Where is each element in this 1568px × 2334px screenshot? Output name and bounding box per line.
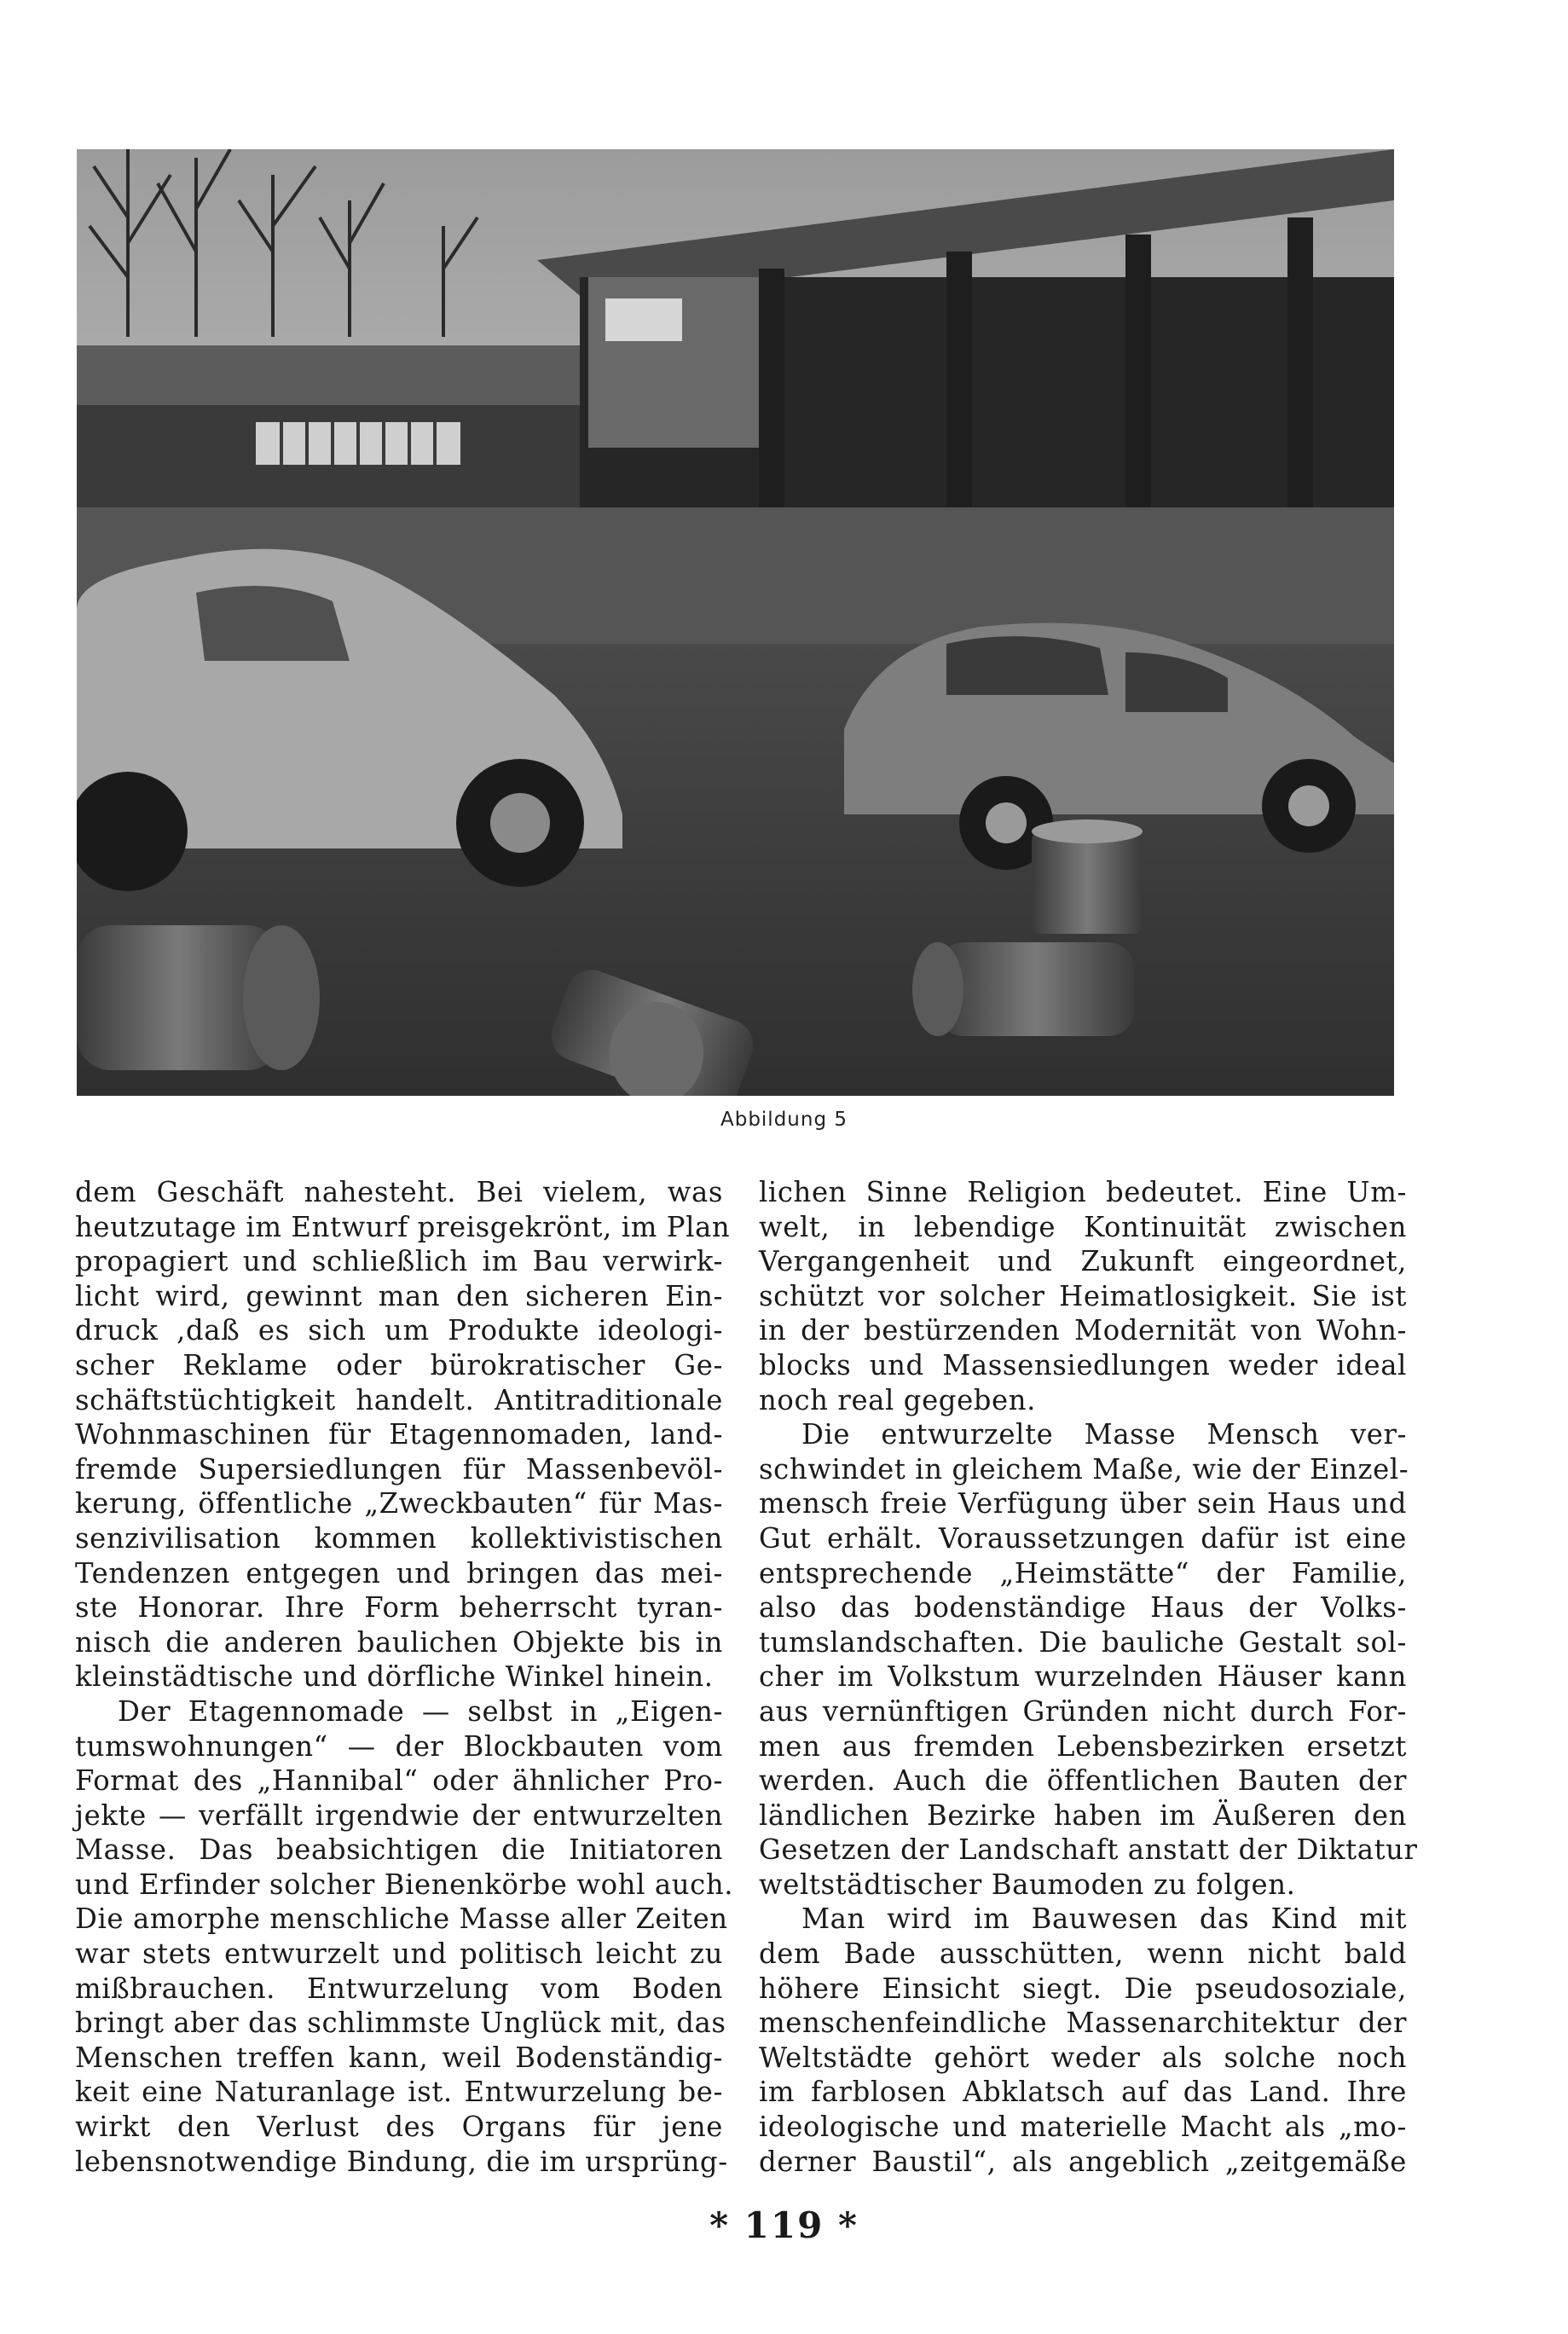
text-line: Menschen treffen kann, weil Bodenständig- xyxy=(75,2041,723,2074)
text-line: mensch freie Verfügung über sein Haus und xyxy=(759,1487,1407,1520)
page-number: * 119 * xyxy=(709,2204,859,2246)
text-line: bringt aber das schlimmste Unglück mit, das xyxy=(75,2007,726,2040)
text-line: entsprechende „Heimstätte“ der Familie, xyxy=(759,1556,1407,1590)
text-line: Gut erhält. Voraussetzungen dafür ist eine xyxy=(759,1521,1407,1555)
text-line: derner Baustil“, als angeblich „zeitgemäße xyxy=(759,2145,1407,2178)
text-line: welt, in lebendige Kontinuität zwischen xyxy=(759,1210,1407,1243)
text-line: mißbrauchen. Entwurzelung vom Boden xyxy=(75,1972,723,2005)
text-line: propagiert und schließlich im Bau verwirk- xyxy=(75,1245,723,1278)
text-line: Format des „Hannibal“ oder ähnlicher Pro- xyxy=(75,1764,723,1798)
text-line: Die entwurzelte Masse Mensch ver- xyxy=(801,1418,1407,1451)
text-line: schäftstüchtigkeit handelt. Antitraditionale xyxy=(75,1383,723,1416)
text-line: war stets entwurzelt und politisch leicht zu xyxy=(75,1937,723,1971)
text-line: schwindet in gleichem Maße, wie der Einzel- xyxy=(759,1452,1409,1486)
text-line: blocks und Massensiedlungen weder ideal xyxy=(759,1348,1407,1381)
text-line: licht wird, gewinnt man den sicheren Ein- xyxy=(75,1279,723,1312)
text-line: dem Bade ausschütten, wenn nicht bald xyxy=(759,1937,1407,1971)
text-column-left xyxy=(75,1175,734,2179)
text-line: noch real gegeben. xyxy=(759,1383,1037,1416)
text-column-right xyxy=(759,1175,1418,2179)
text-line: heutzutage im Entwurf preisgekrönt, im Plan xyxy=(75,1210,731,1243)
text-line: fremde Supersiedlungen für Massenbevöl- xyxy=(75,1452,723,1486)
text-line: in der bestürzenden Modernität von Wohn- xyxy=(759,1314,1407,1347)
text-line: jekte — verfällt irgendwie der entwurzelten xyxy=(75,1798,723,1832)
text-line: Masse. Das beabsichtigen die Initiatoren xyxy=(75,1833,723,1867)
text-line: Man wird im Bauwesen das Kind mit xyxy=(801,1903,1407,1936)
text-line: ländlichen Bezirke haben im Äußeren den xyxy=(759,1798,1407,1832)
text-line: nisch die anderen baulichen Objekte bis in xyxy=(75,1625,723,1659)
text-line: und Erfinder solcher Bienenkörbe wohl auch. xyxy=(75,1868,734,1901)
text-line: aus vernünftigen Gründen nicht durch For- xyxy=(759,1694,1407,1728)
text-line: Gesetzen der Landschaft anstatt der Diktatur xyxy=(759,1833,1418,1867)
text-line: Der Etagennomade — selbst in „Eigen- xyxy=(118,1694,723,1728)
photograph xyxy=(77,149,1394,1096)
text-line: also das bodenständige Haus der Volks- xyxy=(759,1591,1407,1625)
figure-caption: Abbildung 5 xyxy=(720,1109,848,1131)
text-line: tumswohnungen“ — der Blockbauten vom xyxy=(75,1729,723,1763)
text-line: weltstädtischer Baumoden zu folgen. xyxy=(759,1868,1296,1901)
text-line: kleinstädtische und dörfliche Winkel hinein. xyxy=(75,1660,714,1694)
text-line: Wohnmaschinen für Etagennomaden, land- xyxy=(75,1418,723,1451)
farmyard-photo xyxy=(77,149,1394,1096)
text-line: men aus fremden Lebensbezirken ersetzt xyxy=(759,1729,1407,1763)
text-line: lichen Sinne Religion bedeutet. Eine Um- xyxy=(759,1176,1407,1208)
text-line: senzivilisation kommen kollektivistischen xyxy=(75,1521,723,1555)
text-line: keit eine Naturanlage ist. Entwurzelung be- xyxy=(75,2076,723,2109)
text-line: scher Reklame oder bürokratischer Ge- xyxy=(75,1348,723,1381)
text-line: wirkt den Verlust des Organs für jene xyxy=(75,2111,723,2144)
text-line: dem Geschäft nahesteht. Bei vielem, was xyxy=(75,1176,723,1208)
text-line: menschenfeindliche Massenarchitektur der xyxy=(759,2007,1407,2040)
text-line: Vergangenheit und Zukunft eingeordnet, xyxy=(759,1245,1407,1278)
text-line: Weltstädte gehört weder als solche noch xyxy=(759,2041,1407,2074)
text-line: werden. Auch die öffentlichen Bauten der xyxy=(759,1764,1407,1798)
text-line: höhere Einsicht siegt. Die pseudosoziale, xyxy=(759,1972,1407,2005)
text-line: lebensnotwendige Bindung, die im ursprüng- xyxy=(75,2145,728,2178)
text-line: cher im Volkstum wurzelnden Häuser kann xyxy=(759,1660,1407,1694)
text-line: ste Honorar. Ihre Form beherrscht tyran- xyxy=(75,1591,723,1625)
text-line: kerung, öffentliche „Zweckbauten“ für Mas- xyxy=(75,1487,723,1520)
text-line: tumslandschaften. Die bauliche Gestalt sol- xyxy=(759,1625,1407,1659)
text-line: ideologische und materielle Macht als „mo- xyxy=(759,2111,1407,2144)
text-line: schützt vor solcher Heimatlosigkeit. Sie ist xyxy=(759,1279,1407,1312)
text-line: im farblosen Abklatsch auf das Land. Ihre xyxy=(759,2076,1407,2109)
text-line: Die amorphe menschliche Masse aller Zeiten xyxy=(75,1903,728,1936)
text-line: druck ,daß es sich um Produkte ideologi- xyxy=(75,1314,723,1347)
text-line: Tendenzen entgegen und bringen das mei- xyxy=(75,1556,723,1590)
